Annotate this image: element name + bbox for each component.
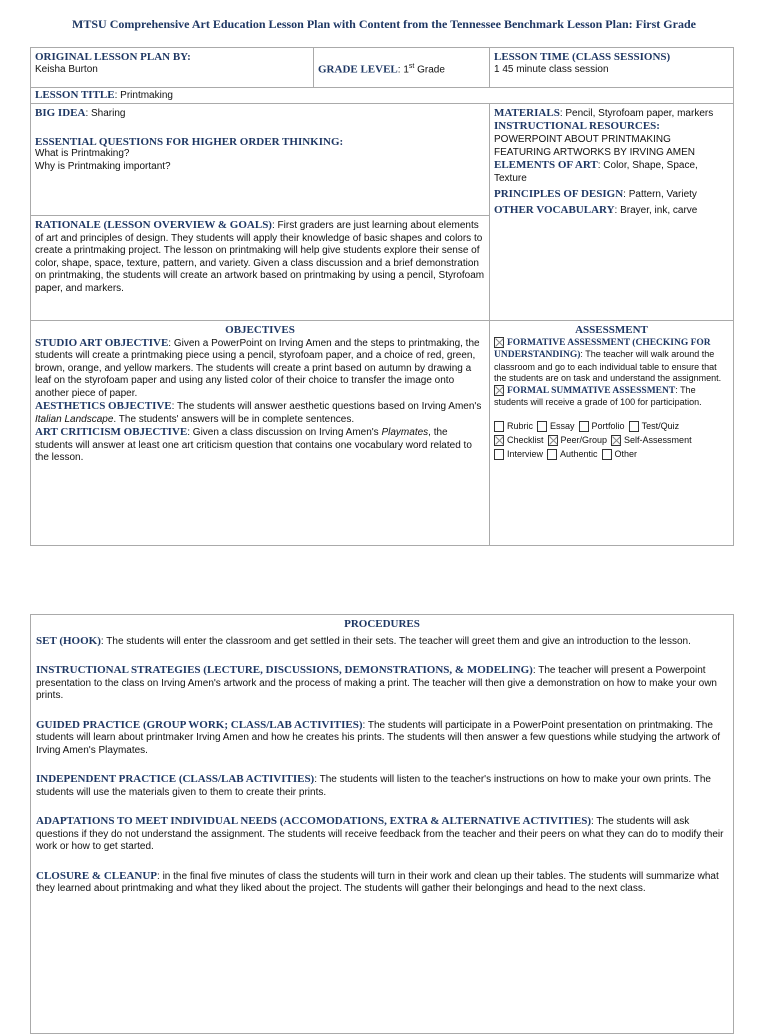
procedure-item: INDEPENDENT PRACTICE (CLASS/LAB ACTIVITIES): The students will listen to the teacher's instructions on how to make your own prints. The students will use the materials given to them to create their prints. xyxy=(36,773,711,798)
assessment-option[interactable] xyxy=(494,419,533,433)
label: ORIGINAL LESSON PLAN BY: xyxy=(35,51,191,63)
elements: Color, Shape, Space, Texture xyxy=(494,160,698,184)
lesson-title-row: LESSON TITLE: Printmaking xyxy=(30,87,734,104)
option-row xyxy=(494,447,729,461)
procedure-item: ADAPTATIONS TO MEET INDIVIDUAL NEEDS (ACCOMODATIONS, EXTRA & ALTERNATIVE ACTIVITIES): The students will ask questions if they do not understand the assignment. The students will receive feedback from the teacher and their peers on what they can do to modify their work or how to get started. xyxy=(36,815,724,852)
checkbox[interactable] xyxy=(547,449,557,460)
checkbox-checked[interactable] xyxy=(494,435,504,446)
label: INSTRUCTIONAL RESOURCES xyxy=(494,120,657,132)
option-label: Essay xyxy=(550,420,575,431)
grade-suffix: Grade xyxy=(414,64,445,76)
materials-cell: MATERIALS: Pencil, Styrofoam paper, markers INSTRUCTIONAL RESOURCES: POWERPOINT ABOUT PRINTMAKING FEATURING ARTWORKS BY IRVING AMEN ELEMENTS OF ART: Color, Shape, Space, Texture PRINCIPLES OF DESIGN: Pattern, Variety OTHER VOCABULARY: Brayer, ink, carve xyxy=(489,103,734,321)
summative-text: The students will receive a grade of 100 for participation. xyxy=(494,384,702,407)
text: Given a class discussion on Irving Amen's xyxy=(192,427,382,438)
grade-value: 1 xyxy=(403,64,409,76)
assessment-option[interactable] xyxy=(548,433,608,447)
resources: POWERPOINT ABOUT PRINTMAKING FEATURING ARTWORKS BY IRVING AMEN xyxy=(494,134,695,158)
option-label: Test/Quiz xyxy=(641,420,680,431)
objectives-cell: OBJECTIVES STUDIO ART OBJECTIVE: Given a PowerPoint on Irving Amen and the steps to printmaking, the students will create a printmaking piece using a pencil, styrofoam paper, and a choice of red, green, brown, orange, and yellow markers. The students will create a print based on autumn by drawing a leaf on the styrofoam paper and using any listed color of their choice to transfer the image onto another piece of paper. AESTHETICS OBJECTIVE: The students will answer aesthetic questions based on Irving Amen's Italian Landscape. The students' answers will be in complete sentences. ART CRITICISM OBJECTIVE: Given a class discussion on Irving Amen's Playmates, the students will answer at least one art criticism question that contains one vocabulary word related to the lesson. xyxy=(30,320,490,546)
big-idea: Sharing xyxy=(91,108,126,119)
assessment-option[interactable] xyxy=(494,447,543,461)
assessment-option[interactable] xyxy=(602,447,638,461)
grade-level-cell: GRADE LEVEL: 1st Grade xyxy=(313,47,490,88)
option-row xyxy=(494,433,729,447)
option-label: Peer/Group xyxy=(560,434,608,445)
label: LESSON TIME (CLASS SESSIONS) xyxy=(494,51,671,63)
text: The students will answer aesthetic questions based on Irving Amen's xyxy=(177,401,482,412)
checkbox[interactable] xyxy=(537,421,547,432)
document-title: MTSU Comprehensive Art Education Lesson Plan with Content from the Tennessee Benchmark Lesson Plan: First Grade xyxy=(72,17,696,31)
checkbox[interactable] xyxy=(579,421,589,432)
label: LESSON TITLE xyxy=(35,89,115,101)
option-label: Checklist xyxy=(507,434,544,445)
procedures-box xyxy=(30,614,734,1034)
lesson-title: Printmaking xyxy=(120,90,173,101)
assessment-option[interactable] xyxy=(579,419,625,433)
procedure-text: The students will listen to the teacher's instructions on how to make your own prints. The students will use the materials given to them to create their prints. xyxy=(36,774,711,798)
procedure-text: The students will participate in a PowerPoint presentation on printmaking. The students will learn about printmaker Irving Amen and how he creates his prints. The students will then answer a few questions while studying the artwork of Irving Amen's Playmates. xyxy=(36,719,721,756)
procedure-item: GUIDED PRACTICE (GROUP WORK; CLASS/LAB ACTIVITIES): The students will participate in a PowerPoint presentation on printmaking. The students will learn about printmaker Irving Amen and how he creates his prints. The students will then answer a few questions while studying the artwork of Irving Amen's Playmates. xyxy=(36,718,721,756)
artwork-title: Playmates xyxy=(381,427,429,438)
rationale-cell: RATIONALE (LESSON OVERVIEW & GOALS): First graders are just learning about elements of art and principles of design. They students will apply their knowledge of basic shapes and colors to create a printmaking project. The lesson on printmaking will help give students explore their sense of color, shape, space, texture, pattern, and variety. Given a class discussion and a brief demonstration on printmaking, the students will create an artwork based on printmaking by using a pencil, Styrofoam paper, and markers. xyxy=(30,215,490,321)
formative-text: The teacher will walk around the classroom and go to each individual table to ensure that the students are on task and understand the assignment. xyxy=(494,349,722,383)
assessment-heading: ASSESSMENT xyxy=(575,324,648,336)
rationale: First graders are just learning about elements of art and principles of design. They students will apply their knowledge of basic shapes and colors to create a printmaking project. The lesson on printmaking will help give students explore their sense of color, shape, space, texture, pattern, and variety. Given a class discussion and a brief demonstration on printmaking, the students will create an artwork based on printmaking by using a pencil, Styrofoam paper, and markers. xyxy=(35,220,485,294)
materials: Pencil, Styrofoam paper, markers xyxy=(565,108,714,119)
label: MATERIALS xyxy=(494,107,560,119)
checkbox-checked[interactable] xyxy=(548,435,558,446)
label: ESSENTIAL QUESTIONS FOR HIGHER ORDER THINKING xyxy=(35,135,340,148)
procedure-text: The students will ask questions if they do not understand the assignment. The students will receive feedback from the teacher and their peers on what they can do to modify their work or how to get started. xyxy=(36,816,724,852)
option-label: Rubric xyxy=(507,420,534,431)
checkbox[interactable] xyxy=(494,421,504,432)
procedures-heading: PROCEDURES xyxy=(344,618,420,630)
label: BIG IDEA xyxy=(35,107,86,119)
big-idea-cell: BIG IDEA: Sharing ESSENTIAL QUESTIONS FOR HIGHER ORDER THINKING: What is Printmaking? Why is Printmaking important? xyxy=(30,103,490,216)
original-author-cell xyxy=(30,47,314,88)
label: INDEPENDENT PRACTICE (CLASS/LAB ACTIVITIES) xyxy=(36,773,315,785)
label: GRADE LEVEL xyxy=(318,63,398,76)
vocabulary: Brayer, ink, carve xyxy=(620,205,698,216)
grade-sup: st xyxy=(408,63,415,70)
label: FORMAL SUMMATIVE ASSESSMENT xyxy=(507,385,676,396)
option-row xyxy=(494,419,729,433)
checkbox[interactable] xyxy=(494,449,504,460)
question: Why is Printmaking important? xyxy=(35,160,171,172)
assessment-option[interactable] xyxy=(494,433,544,447)
principles: Pattern, Variety xyxy=(628,189,697,200)
option-label: Other xyxy=(614,448,638,459)
assessment-option[interactable] xyxy=(547,447,598,461)
label: SET (HOOK) xyxy=(36,634,101,647)
label: AESTHETICS OBJECTIVE xyxy=(35,400,172,412)
text: , the students will answer at least one art criticism question that contains one vocabulary word related to the lesson. xyxy=(35,427,472,463)
assessment-option[interactable] xyxy=(611,433,692,447)
assessment-options xyxy=(494,419,729,461)
assessment-cell: ASSESSMENT FORMATIVE ASSESSMENT (CHECKING FOR UNDERSTANDING): The teacher will walk around the classroom and go to each individual table to ensure that the students are on task and understand the assignment. FORMAL SUMMATIVE ASSESSMENT: The students will receive a grade of 100 for participation. Rubric Essay Portfolio Test/Quiz Checklist Peer/Group Self-Assessment Interview Authentic Other xyxy=(489,320,734,546)
checkbox-checked[interactable] xyxy=(494,385,504,396)
label: GUIDED PRACTICE (GROUP WORK; CLASS/LAB ACTIVITIES) xyxy=(36,718,363,731)
label: INSTRUCTIONAL STRATEGIES (LECTURE, DISCUSSIONS, DEMONSTRATIONS, & MODELING) xyxy=(36,664,533,676)
procedure-item: SET (HOOK): The students will enter the classroom and get settled in their sets. The teacher will greet them and give an introduction to the lesson. xyxy=(36,634,691,647)
checkbox-checked[interactable] xyxy=(611,435,621,446)
procedure-text: in the final five minutes of class the students will turn in their work and clean up their tables. The students will summarize what they learned about printmaking and what they liked about the project. The students will gather their belongings and head to the next class. xyxy=(36,870,719,894)
procedure-item: INSTRUCTIONAL STRATEGIES (LECTURE, DISCUSSIONS, DEMONSTRATIONS, & MODELING): The teacher will present a Powerpoint presentation to the class on Irving Amen's artwork and the process of making a print. The teacher will then give a demonstration on how to make your own prints. xyxy=(36,664,717,701)
procedure-text: The students will enter the classroom and get settled in their sets. The teacher will greet them and give an introduction to the lesson. xyxy=(106,635,691,647)
artwork-title: Italian Landscape xyxy=(35,413,114,425)
label: CLOSURE & CLEANUP xyxy=(36,869,158,882)
option-label: Interview xyxy=(507,448,544,459)
procedure-text: The teacher will present a Powerpoint presentation to the class on Irving Amen's artwork and the process of making a print. The teacher will then give a demonstration on how to make your own prints. xyxy=(36,665,717,701)
label: FORMATIVE ASSESSMENT (CHECKING FOR UNDERSTANDING) xyxy=(494,337,711,360)
procedure-item: CLOSURE & CLEANUP: in the final five minutes of class the students will turn in their work and clean up their tables. The students will summarize what they learned about printmaking and what they liked about the project. The students will gather their belongings and head to the next class. xyxy=(36,869,719,894)
label: ELEMENTS OF ART xyxy=(494,159,598,171)
label: PRINCIPLES OF DESIGN xyxy=(494,188,624,200)
question: What is Printmaking? xyxy=(35,148,130,159)
text: . The students' answers will be in complete sentences. xyxy=(113,413,355,425)
label: OTHER VOCABULARY xyxy=(494,204,615,216)
option-label: Self-Assessment xyxy=(624,434,692,445)
assessment-option[interactable] xyxy=(537,419,575,433)
checkbox-checked[interactable] xyxy=(494,337,504,348)
option-label: Authentic xyxy=(560,448,598,459)
option-label: Portfolio xyxy=(591,420,625,431)
label: STUDIO ART OBJECTIVE xyxy=(35,336,169,349)
lesson-time-cell xyxy=(489,47,734,88)
objectives-heading: OBJECTIVES xyxy=(225,324,295,336)
label: ART CRITICISM OBJECTIVE xyxy=(35,426,188,438)
checkbox[interactable] xyxy=(602,449,612,460)
author-name: Keisha Burton xyxy=(35,63,98,75)
studio-objective: Given a PowerPoint on Irving Amen and the steps to printmaking, the students will create a printmaking piece using a pencil, styrofoam paper, and a choice of red, green, brown, orange, and yellow markers. The students will create a print based on autumn by drawing a leaf on the styrofoam paper and using any listed color of their choice to transfer the image onto another piece of paper. xyxy=(35,337,480,399)
lesson-time: 1 45 minute class session xyxy=(494,63,609,75)
label: ADAPTATIONS TO MEET INDIVIDUAL NEEDS (ACCOMODATIONS, EXTRA & ALTERNATIVE ACTIVITIES) xyxy=(36,815,592,827)
label: RATIONALE (LESSON OVERVIEW & GOALS) xyxy=(35,219,272,231)
assessment-option[interactable] xyxy=(629,419,680,433)
checkbox[interactable] xyxy=(629,421,639,432)
